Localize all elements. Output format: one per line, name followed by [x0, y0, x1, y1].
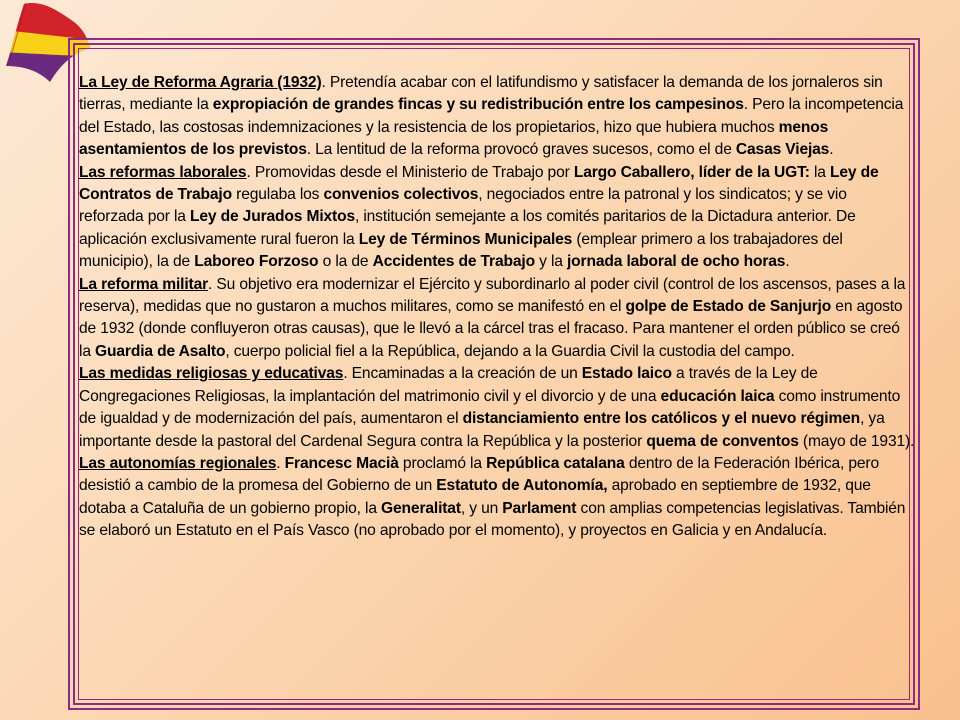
document-body	[79, 72, 915, 543]
text-segment: . Pero la incompetencia del Estado, las costosas indemnizaciones y la resistencia de los propietarios, hizo que hubiera muchos	[79, 96, 904, 136]
paragraph-reforma-agraria	[79, 72, 915, 162]
text-segment: o la de	[318, 253, 373, 271]
bold-term: jornada laboral de ocho horas	[566, 253, 786, 271]
bold-term: Largo Caballero, líder de la UGT:	[573, 163, 810, 181]
bold-term: quema de conventos	[646, 432, 799, 450]
text-segment: . Promovidas desde el Ministerio de Trabajo por	[246, 163, 574, 181]
bold-term: Francesc Macià	[284, 454, 399, 472]
text-segment: . La lentitud de la reforma provocó graves sucesos, como el de	[306, 141, 736, 159]
paragraph-medidas-religiosas	[79, 363, 915, 453]
text-segment: y la	[534, 253, 567, 271]
section-heading: La Ley de Reforma Agraria (1932)	[79, 74, 322, 91]
text-segment: (mayo de 1931).	[798, 432, 915, 450]
bold-term: Ley de Términos Municipales	[358, 230, 573, 248]
text-segment: (emplear primero a los trabajadores del municipio), la de	[79, 230, 843, 271]
text-segment: regulaba los	[231, 186, 324, 204]
text-segment: proclamó la	[398, 454, 487, 472]
text-segment: , cuerpo policial fiel a la República, dejando a la Guardia Civil la custodia del campo.	[225, 342, 795, 360]
bold-term: convenios colectivos	[323, 186, 479, 204]
section-heading: La reforma militar	[79, 275, 209, 293]
bold-term: Parlament	[502, 499, 577, 517]
bold-term: Estatuto de Autonomía,	[436, 477, 608, 495]
bold-term: menos asentamientos de los previstos	[79, 118, 829, 159]
text-segment: .	[829, 141, 834, 159]
bold-term: educación laica	[660, 387, 775, 405]
text-segment: a través de la Ley de Congregaciones Religiosas, la implantación del matrimonio civil y el divorcio y de una	[79, 365, 818, 405]
section-heading: Las autonomías regionales	[79, 454, 277, 472]
text-segment: . Encaminadas a la creación de un	[343, 365, 582, 383]
bold-term: Ley de Jurados Mixtos	[190, 208, 355, 226]
paragraph-reforma-militar	[79, 274, 915, 364]
bold-term: Estado laico	[581, 365, 672, 383]
text-segment: aprobado en septiembre de 1932, que dotaba a Cataluña de un gobierno propio, la	[79, 477, 871, 517]
bold-term: Generalitat	[381, 499, 461, 517]
text-segment: como instrumento de igualdad y de modernización del país, aumentaron el	[79, 387, 901, 428]
bold-term: Laboreo Forzoso	[194, 253, 319, 271]
bold-term: Ley de Contratos de Trabajo	[79, 163, 879, 204]
bold-term: República catalana	[486, 454, 625, 472]
text-segment: , institución semejante a los comités paritarios de la Dictadura anterior. De aplicación exclusivamente rural fueron la	[79, 208, 856, 248]
text-segment: , negociados entre la patronal y los sindicatos; y se vio reforzada por la	[79, 186, 847, 226]
text-segment: la	[809, 163, 830, 181]
bold-term: Casas Viejas	[735, 141, 830, 159]
paragraph-autonomias	[79, 453, 915, 543]
bold-term: expropiación de grandes fincas y su redistribución entre los campesinos	[212, 96, 744, 114]
text-segment: , y un	[460, 499, 503, 517]
text-segment: en agosto de 1932 (donde confluyeron otras causas), que le llevó a la cárcel tras el fracaso. Para mantener el orden público se creó la	[79, 298, 903, 360]
text-segment: . Su objetivo era modernizar el Ejército y subordinarlo al poder civil (control de los ascensos, pases a la reserva), medidas que no gustaron a muchos militares, como se manifestó en el	[79, 275, 906, 316]
paragraph-reformas-laborales	[79, 162, 915, 274]
bold-term: Guardia de Asalto	[95, 342, 226, 360]
text-segment: , ya importante desde la pastoral del Cardenal Segura contra la República y la posterior	[79, 410, 885, 450]
text-segment: .	[785, 253, 790, 271]
section-heading: Las medidas religiosas y educativas	[79, 365, 344, 383]
bold-term: distanciamiento entre los católicos y el nuevo régimen	[462, 410, 861, 428]
section-heading: Las reformas laborales	[79, 163, 247, 181]
bold-term: Accidentes de Trabajo	[372, 253, 535, 271]
text-segment: dentro de la Federación Ibérica, pero desistió a cambio de la promesa del Gobierno de un	[79, 454, 879, 495]
text-segment: . Pretendía acabar con el latifundismo y satisfacer la demanda de los jornaleros sin tierras, mediante la	[79, 74, 883, 114]
bold-term: golpe de Estado de Sanjurjo	[625, 298, 832, 316]
text-segment: con amplias competencias legislativas. También se elaboró un Estatuto en el País Vasco (no aprobado por el momento), y proyectos en Galicia y en Andalucía.	[79, 499, 906, 540]
text-segment: .	[276, 454, 285, 472]
